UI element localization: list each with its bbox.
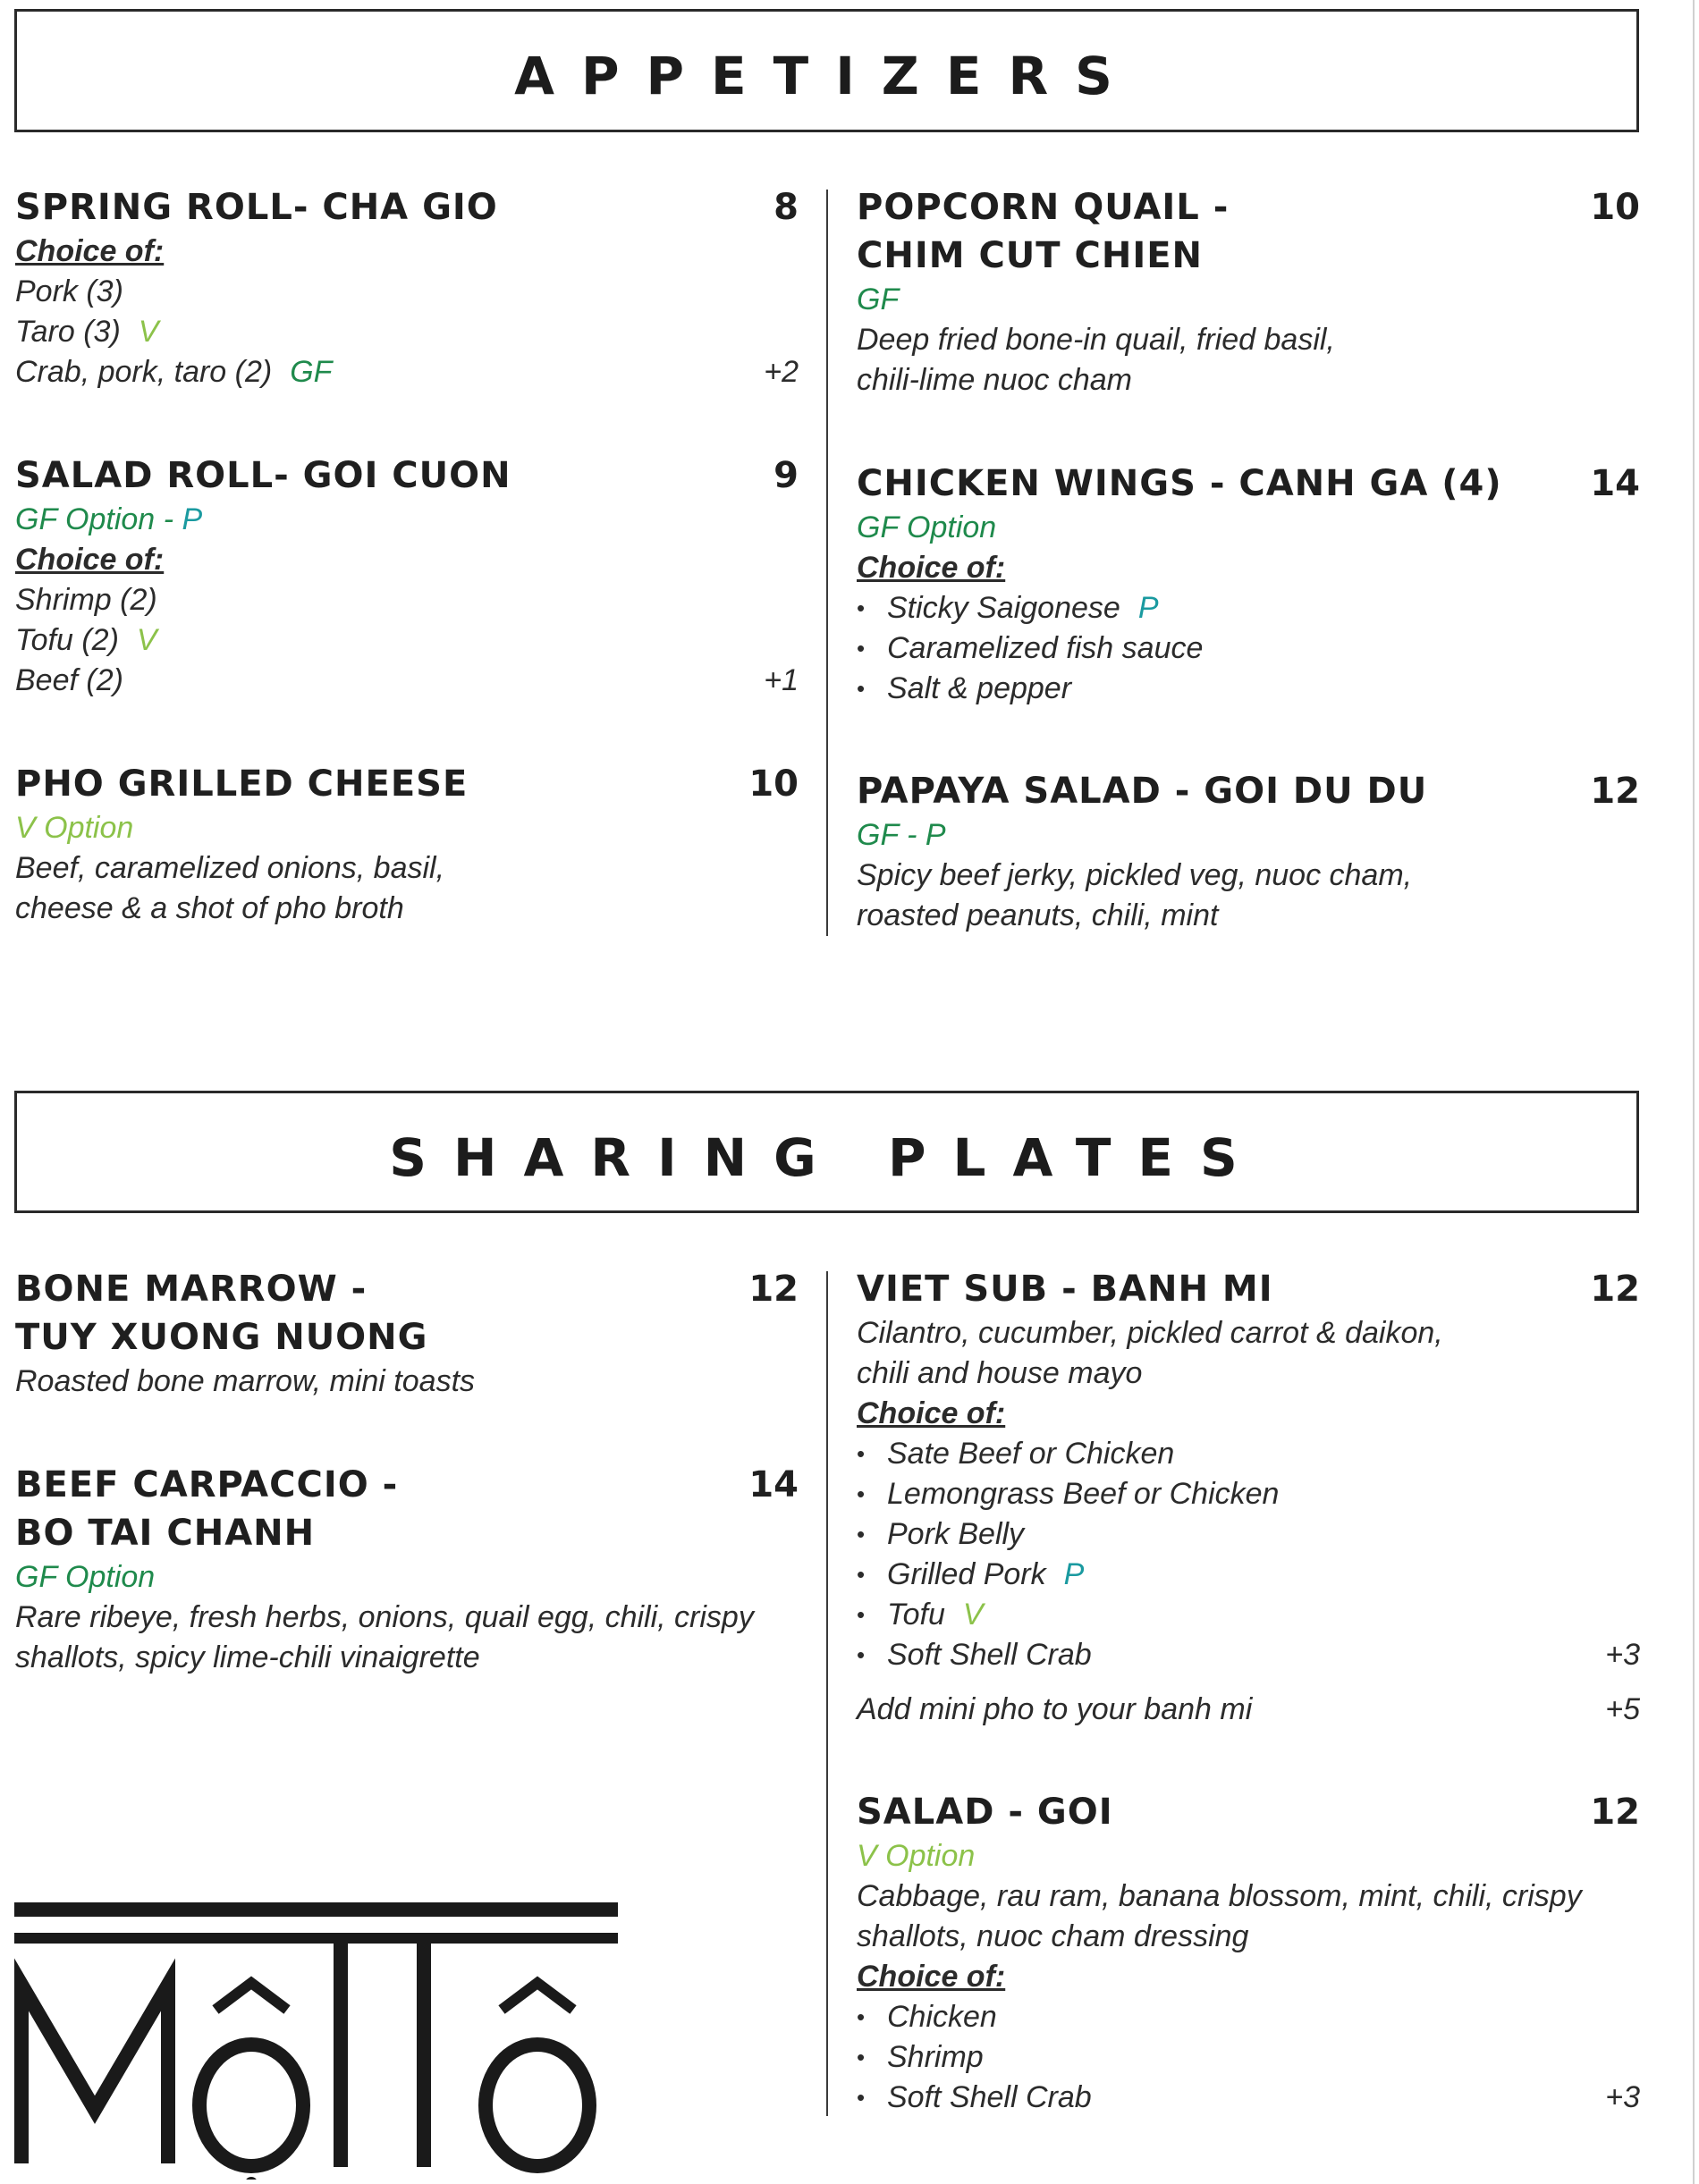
menu-item-banh-mi [857, 1265, 1640, 1730]
menu-item-papaya-salad [857, 767, 1640, 936]
option-sate: • Sate Beef or Chicken [887, 1437, 1175, 1471]
item-name: VIET SUB - BANH MI [857, 1269, 1273, 1310]
mot-to-logo [14, 1895, 618, 2180]
vegan-badge: V [136, 623, 157, 657]
gf-badge: GF [857, 282, 900, 316]
menu-item-spring-roll [15, 183, 799, 392]
option-pork-belly: • Pork Belly [887, 1517, 1025, 1551]
item-name-2: BO TAI CHANH [15, 1513, 316, 1554]
gf-option-badge: GF Option [15, 1560, 156, 1594]
option-fish-sauce: • Caramelized fish sauce [887, 631, 1204, 665]
peanut-badge: P [925, 818, 946, 852]
option-surcharge: +3 [1605, 2080, 1640, 2114]
choice-label: Choice of: [857, 1396, 1006, 1430]
addon-label: Add mini pho to your banh mi [857, 1692, 1253, 1726]
dash: - [163, 502, 174, 536]
item-price: 10 [748, 763, 799, 805]
item-desc-2: cheese & a shot of pho broth [15, 891, 404, 925]
page-edge-rule [1693, 0, 1695, 2184]
option-chicken: • Chicken [887, 2000, 997, 2034]
option-beef: Beef (2) [15, 663, 123, 697]
option-soft-shell-crab: • Soft Shell Crab [887, 2080, 1092, 2114]
item-name-2: CHIM CUT CHIEN [857, 235, 1204, 276]
item-name-1: BEEF CARPACCIO - [15, 1464, 399, 1505]
option-salt-pepper: • Salt & pepper [887, 671, 1072, 705]
sharing-header-box [14, 1091, 1639, 1213]
gf-badge: GF [857, 818, 899, 852]
choice-label: Choice of: [857, 551, 1006, 585]
choice-label: Choice of: [15, 543, 165, 577]
v-option-badge: V Option [857, 1839, 976, 1873]
item-name: SPRING ROLL- CHA GIO [15, 187, 498, 228]
option-surcharge: +3 [1605, 1638, 1640, 1672]
item-desc-2: shallots, nuoc cham dressing [857, 1919, 1249, 1953]
addon-surcharge: +5 [1605, 1692, 1640, 1726]
item-name: SALAD ROLL- GOI CUON [15, 455, 511, 496]
menu-item-pho-grilled-cheese [15, 760, 799, 929]
vegan-badge: V [138, 315, 159, 349]
option-grilled-pork: Grilled Pork [887, 1557, 1046, 1591]
item-name: PAPAYA SALAD - GOI DU DU [857, 771, 1428, 812]
dash: - [907, 818, 917, 852]
option-surcharge: +1 [764, 663, 799, 697]
item-desc-2: chili-lime nuoc cham [857, 363, 1132, 397]
option-soft-shell-crab: • Soft Shell Crab [887, 1638, 1092, 1672]
menu-item-chicken-wings [857, 460, 1640, 709]
item-price: 14 [1590, 463, 1640, 504]
option-taro: Taro (3) [15, 315, 121, 349]
item-name-1: BONE MARROW - [15, 1269, 368, 1310]
item-desc-1: Rare ribeye, fresh herbs, onions, quail egg, chili, crispy [15, 1600, 754, 1634]
peanut-badge: P [1063, 1557, 1085, 1591]
option-shrimp: • Shrimp [887, 2040, 984, 2074]
item-name: SALAD - GOI [857, 1792, 1113, 1833]
item-price: 12 [1590, 1792, 1640, 1833]
sharing-divider [826, 1271, 828, 2116]
vegan-badge: V [962, 1598, 984, 1632]
item-price: 9 [773, 455, 799, 496]
item-price: 12 [1590, 771, 1640, 812]
menu-item-salad-goi [857, 1788, 1640, 2118]
sharing-title: SHARING PLATES [389, 1127, 1264, 1188]
item-desc-1: Beef, caramelized onions, basil, [15, 851, 445, 885]
appetizers-divider [826, 190, 828, 936]
peanut-badge: P [182, 502, 203, 536]
item-price: 8 [773, 187, 799, 228]
menu-item-popcorn-quail [857, 183, 1640, 401]
option-crab: Crab, pork, taro (2) [15, 355, 273, 389]
item-name-1: POPCORN QUAIL - [857, 187, 1230, 228]
item-desc-1: Spicy beef jerky, pickled veg, nuoc cham, [857, 858, 1413, 892]
gf-option-badge: GF Option [15, 502, 156, 536]
appetizers-header-box [14, 9, 1639, 132]
item-desc-1: Deep fried bone-in quail, fried basil, [857, 323, 1335, 357]
option-lemongrass: • Lemongrass Beef or Chicken [887, 1477, 1280, 1511]
option-pork: Pork (3) [15, 274, 123, 308]
option-tofu: Tofu [887, 1598, 945, 1632]
gf-option-badge: GF Option [857, 510, 997, 544]
item-desc-2: shallots, spicy lime-chili vinaigrette [15, 1640, 480, 1674]
item-name-2: TUY XUONG NUONG [15, 1317, 428, 1358]
item-desc-2: roasted peanuts, chili, mint [857, 898, 1219, 932]
v-option-badge: V Option [15, 811, 134, 845]
item-desc-1: Cabbage, rau ram, banana blossom, mint, chili, crispy [857, 1879, 1582, 1913]
item-price: 14 [748, 1464, 799, 1505]
item-price: 12 [1590, 1269, 1640, 1310]
option-sticky: Sticky Saigonese [887, 591, 1120, 625]
item-price: 10 [1590, 187, 1640, 228]
item-name: PHO GRILLED CHEESE [15, 763, 469, 805]
gf-badge: GF [290, 355, 333, 389]
menu-item-bone-marrow [15, 1265, 799, 1402]
option-surcharge: +2 [764, 355, 799, 389]
option-shrimp: Shrimp (2) [15, 583, 157, 617]
item-desc-1: Roasted bone marrow, mini toasts [15, 1364, 476, 1398]
item-desc-2: chili and house mayo [857, 1356, 1143, 1390]
item-desc-1: Cilantro, cucumber, pickled carrot & daikon, [857, 1316, 1443, 1350]
item-price: 12 [748, 1269, 799, 1310]
choice-label: Choice of: [15, 234, 165, 268]
item-name: CHICKEN WINGS - CANH GA (4) [857, 463, 1502, 504]
choice-label: Choice of: [857, 1960, 1006, 1994]
menu-item-beef-carpaccio [15, 1461, 799, 1678]
appetizers-title: APPETIZERS [514, 46, 1139, 106]
menu-item-salad-roll [15, 451, 799, 701]
option-tofu: Tofu (2) [15, 623, 119, 657]
peanut-badge: P [1137, 591, 1159, 625]
